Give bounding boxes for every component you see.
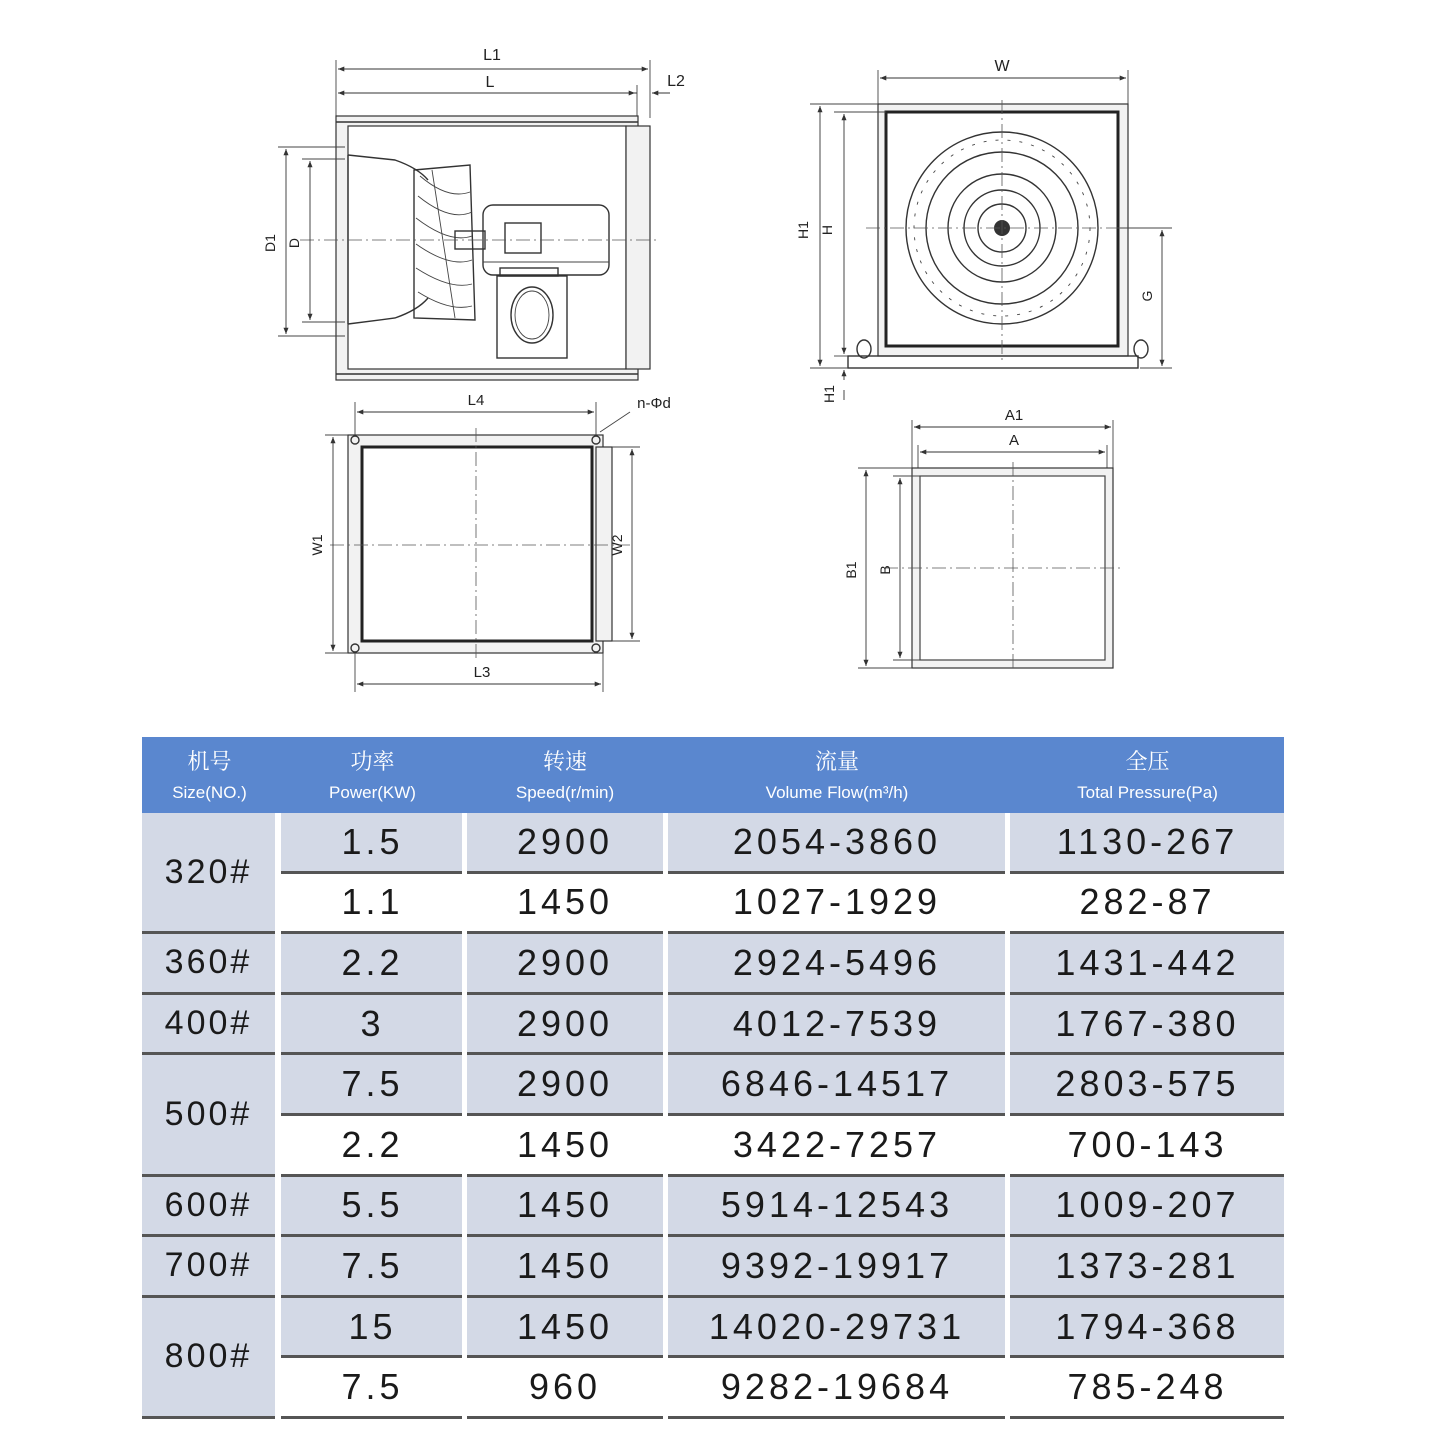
flow-cell: 2924-5496 — [732, 941, 942, 983]
pressure-cell: 1373-281 — [1055, 1244, 1240, 1286]
outlet-label-A1: A1 — [1004, 407, 1024, 424]
outlet-label-B1: B1 — [843, 561, 859, 579]
power-cell: 15 — [348, 1305, 397, 1347]
header-size — [142, 737, 277, 813]
side-label-L: L — [485, 74, 495, 91]
side-view-drawing — [262, 47, 685, 380]
column-divider — [663, 813, 668, 1419]
front-label-H1-base: H1 — [821, 385, 837, 403]
header-speed-zh: 转速 — [542, 750, 587, 775]
column-divider — [462, 813, 467, 1419]
side-label-D: D — [286, 237, 302, 249]
flow-cell: 5914-12543 — [720, 1184, 954, 1226]
power-cell: 5.5 — [341, 1184, 404, 1226]
group-divider — [142, 1416, 277, 1419]
speed-cell: 2900 — [516, 941, 614, 983]
speed-cell: 2900 — [516, 820, 614, 862]
pressure-cell: 700-143 — [1067, 1123, 1228, 1165]
power-cell: 1.1 — [341, 881, 404, 923]
size-cell: 400# — [142, 995, 275, 1053]
fan-spec-table — [142, 737, 1284, 1420]
size-cell: 360# — [142, 934, 275, 992]
speed-cell: 1450 — [516, 1305, 614, 1347]
flow-cell: 9282-19684 — [720, 1366, 954, 1408]
header-power-en: Power(KW) — [329, 783, 416, 802]
pressure-cell: 1431-442 — [1055, 941, 1240, 983]
pressure-cell: 282-87 — [1079, 881, 1216, 923]
speed-cell: 1450 — [516, 1244, 614, 1286]
header-power — [281, 737, 464, 813]
speed-cell: 1450 — [516, 1184, 614, 1226]
front-view-drawing — [795, 58, 1172, 403]
table-header — [142, 737, 1284, 813]
flow-cell: 2054-3860 — [732, 820, 942, 862]
power-cell: 7.5 — [341, 1366, 404, 1408]
size-cell: 500# — [142, 1055, 275, 1173]
column-divider — [275, 813, 280, 1419]
front-label-H1: H1 — [795, 221, 811, 239]
header-speed — [467, 737, 663, 813]
header-flow-zh: 流量 — [814, 750, 859, 775]
outlet-label-B: B — [877, 565, 893, 575]
power-cell: 3 — [360, 1002, 385, 1044]
pressure-cell: 785-248 — [1067, 1366, 1228, 1408]
front-label-G: G — [1139, 290, 1155, 302]
power-cell: 1.5 — [341, 820, 404, 862]
flow-cell: 4012-7539 — [732, 1002, 942, 1044]
header-pressure-zh: 全压 — [1125, 750, 1170, 775]
pressure-cell: 2803-575 — [1055, 1063, 1240, 1105]
speed-cell: 960 — [528, 1366, 602, 1408]
speed-cell: 1450 — [516, 1123, 614, 1165]
flow-cell: 3422-7257 — [732, 1123, 942, 1165]
pressure-cell: 1767-380 — [1055, 1002, 1240, 1044]
bottom-label-nd: n-Φd — [637, 395, 671, 412]
header-pressure-en: Total Pressure(Pa) — [1077, 783, 1218, 802]
power-cell: 2.2 — [341, 1123, 404, 1165]
size-cell: 320# — [142, 813, 275, 931]
header-pressure — [1011, 737, 1284, 813]
size-cell: 600# — [142, 1177, 275, 1235]
flow-cell: 1027-1929 — [732, 881, 942, 923]
header-size-zh: 机号 — [187, 750, 232, 775]
front-label-W: W — [994, 58, 1010, 75]
power-cell: 2.2 — [341, 941, 404, 983]
bottom-label-L4: L4 — [467, 392, 485, 409]
header-speed-en: Speed(r/min) — [515, 783, 615, 802]
speed-cell: 1450 — [516, 881, 614, 923]
bottom-view-drawing — [309, 392, 671, 692]
flow-cell: 14020-29731 — [708, 1305, 966, 1347]
speed-cell: 2900 — [516, 1002, 614, 1044]
bottom-label-L3: L3 — [473, 664, 491, 681]
header-size-en: Size(NO.) — [172, 783, 247, 802]
pressure-cell: 1130-267 — [1056, 820, 1239, 862]
outlet-label-A: A — [1008, 432, 1020, 449]
side-label-L2: L2 — [667, 73, 685, 90]
header-flow — [669, 737, 1005, 813]
side-label-L1: L1 — [483, 47, 501, 64]
bottom-label-W2: W2 — [609, 534, 625, 556]
size-cell: 800# — [142, 1298, 275, 1416]
pressure-cell: 1794-368 — [1055, 1305, 1240, 1347]
flow-cell: 9392-19917 — [720, 1244, 954, 1286]
header-flow-en: Volume Flow(m³/h) — [765, 783, 909, 802]
power-cell: 7.5 — [341, 1063, 404, 1105]
header-power-zh: 功率 — [350, 750, 395, 775]
bottom-label-W1: W1 — [309, 534, 325, 556]
pressure-cell: 1009-207 — [1055, 1184, 1240, 1226]
front-label-H: H — [819, 224, 835, 236]
side-label-D1: D1 — [262, 234, 278, 252]
row-divider — [281, 1416, 1284, 1419]
column-divider — [1005, 813, 1010, 1419]
outlet-view-drawing — [843, 407, 1120, 672]
speed-cell: 2900 — [516, 1063, 614, 1105]
power-cell: 7.5 — [341, 1244, 404, 1286]
flow-cell: 6846-14517 — [720, 1063, 954, 1105]
size-cell: 700# — [142, 1237, 275, 1295]
